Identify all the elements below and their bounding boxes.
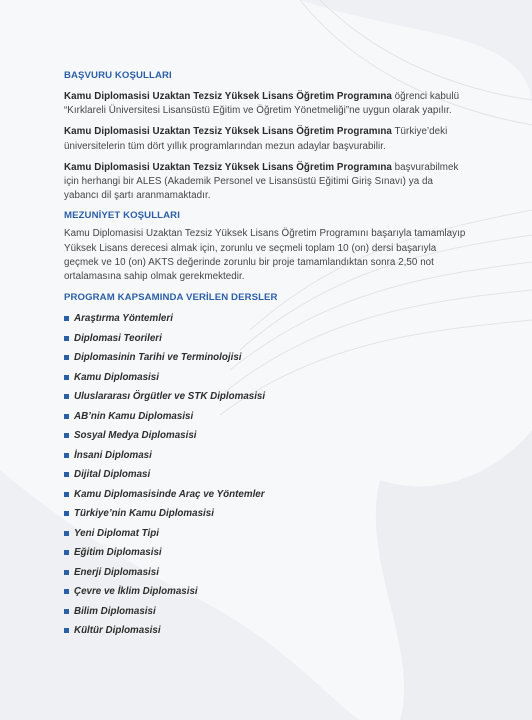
list-item bbox=[64, 524, 470, 544]
course-name: Bilim Diplomasisi bbox=[74, 605, 156, 617]
list-item bbox=[64, 329, 470, 349]
square-bullet-icon bbox=[64, 414, 69, 419]
square-bullet-icon bbox=[64, 472, 69, 477]
list-item bbox=[64, 446, 470, 466]
course-name: Yeni Diplomat Tipi bbox=[74, 527, 159, 539]
course-name: Kültür Diplomasisi bbox=[74, 625, 161, 637]
list-item bbox=[64, 543, 470, 563]
course-name: Araştırma Yöntemleri bbox=[74, 313, 173, 325]
list-item bbox=[64, 504, 470, 524]
list-item bbox=[64, 582, 470, 602]
course-name: Çevre ve İklim Diplomasisi bbox=[74, 586, 198, 598]
course-name: Diplomasi Teorileri bbox=[74, 332, 162, 344]
paragraph-graduation: Kamu Diplomasisi Uzaktan Tezsiz Yüksek Lisans Öğretim Programını başarıyla tamamlayıp Yüksek Lisans derecesi almak için, zorunlu ve seçmeli toplam 10 (on) dersi başarıyla geçmek ve 10 (on) AKTS değerinde zorunlu bir proje tamamlandıktan sonra 2,50 not ortalamasına sahip olmak gerekmektedir. bbox=[64, 228, 466, 283]
course-name: Sosyal Medya Diplomasisi bbox=[74, 430, 197, 442]
list-item bbox=[64, 407, 470, 427]
heading-courses: PROGRAM KAPSAMINDA VERİLEN DERSLER bbox=[64, 292, 278, 304]
main-content bbox=[64, 70, 470, 641]
paragraph-text: başvurabilmek için herhangi bir ALES (Akademik Personel ve Lisansüstü Eğitimi Giriş Sınavı) ya da yabancı dil şartı aranmamaktadır. bbox=[64, 161, 459, 202]
list-item bbox=[64, 621, 470, 641]
square-bullet-icon bbox=[64, 316, 69, 321]
square-bullet-icon bbox=[64, 628, 69, 633]
list-item bbox=[64, 485, 470, 505]
list-item bbox=[64, 387, 470, 407]
list-item bbox=[64, 368, 470, 388]
square-bullet-icon bbox=[64, 492, 69, 497]
program-name-bold: Kamu Diplomasisi Uzaktan Tezsiz Yüksek Lisans Öğretim Programına bbox=[64, 91, 392, 102]
square-bullet-icon bbox=[64, 375, 69, 380]
course-name: AB’nin Kamu Diplomasisi bbox=[74, 410, 194, 422]
course-name: İnsani Diplomasi bbox=[74, 449, 152, 461]
course-name: Türkiye’nin Kamu Diplomasisi bbox=[74, 508, 214, 520]
program-name-bold: Kamu Diplomasisi Uzaktan Tezsiz Yüksek Lisans Öğretim Programına bbox=[64, 161, 392, 173]
square-bullet-icon bbox=[64, 589, 69, 594]
square-bullet-icon bbox=[64, 355, 69, 360]
course-list bbox=[64, 309, 470, 641]
list-item bbox=[64, 426, 470, 446]
list-item bbox=[64, 563, 470, 583]
course-name: Enerji Diplomasisi bbox=[74, 566, 159, 578]
square-bullet-icon bbox=[64, 570, 69, 575]
paragraph-text: öğrenci kabulü “Kırklareli Üniversitesi Lisansüstü Eğitim ve Öğretim Yönetmeliği”ne uygun olarak yapılır. bbox=[64, 91, 460, 117]
square-bullet-icon bbox=[64, 453, 69, 458]
heading-application-conditions: BAŞVURU KOŞULLARI bbox=[64, 70, 172, 81]
square-bullet-icon bbox=[64, 511, 69, 516]
list-item bbox=[64, 348, 470, 368]
course-name: Diplomasinin Tarihi ve Terminolojisi bbox=[74, 352, 242, 364]
paragraph-admission bbox=[64, 90, 470, 118]
square-bullet-icon bbox=[64, 394, 69, 399]
course-name: Eğitim Diplomasisi bbox=[74, 547, 162, 559]
course-name: Dijital Diplomasi bbox=[74, 469, 151, 481]
square-bullet-icon bbox=[64, 336, 69, 341]
list-item bbox=[64, 602, 470, 622]
paragraph-no-ales-requirement bbox=[64, 161, 470, 204]
square-bullet-icon bbox=[64, 550, 69, 555]
program-name-bold: Kamu Diplomasisi Uzaktan Tezsiz Yüksek Lisans Öğretim Programına bbox=[64, 126, 392, 138]
square-bullet-icon bbox=[64, 609, 69, 614]
paragraph-text: Türkiye’deki üniversitelerin tüm dört yıllık programlarından mezun adaylar başvurabilir. bbox=[64, 126, 448, 152]
heading-graduation-conditions: MEZUNİYET KOŞULLARI bbox=[64, 210, 180, 222]
square-bullet-icon bbox=[64, 531, 69, 536]
course-name: Uluslararası Örgütler ve STK Diplomasisi bbox=[74, 391, 266, 403]
paragraph-eligible-applicants bbox=[64, 125, 470, 153]
list-item bbox=[64, 465, 470, 485]
list-item bbox=[64, 309, 470, 329]
square-bullet-icon bbox=[64, 433, 69, 438]
course-name: Kamu Diplomasisinde Araç ve Yöntemler bbox=[74, 488, 265, 500]
course-name: Kamu Diplomasisi bbox=[74, 371, 159, 383]
